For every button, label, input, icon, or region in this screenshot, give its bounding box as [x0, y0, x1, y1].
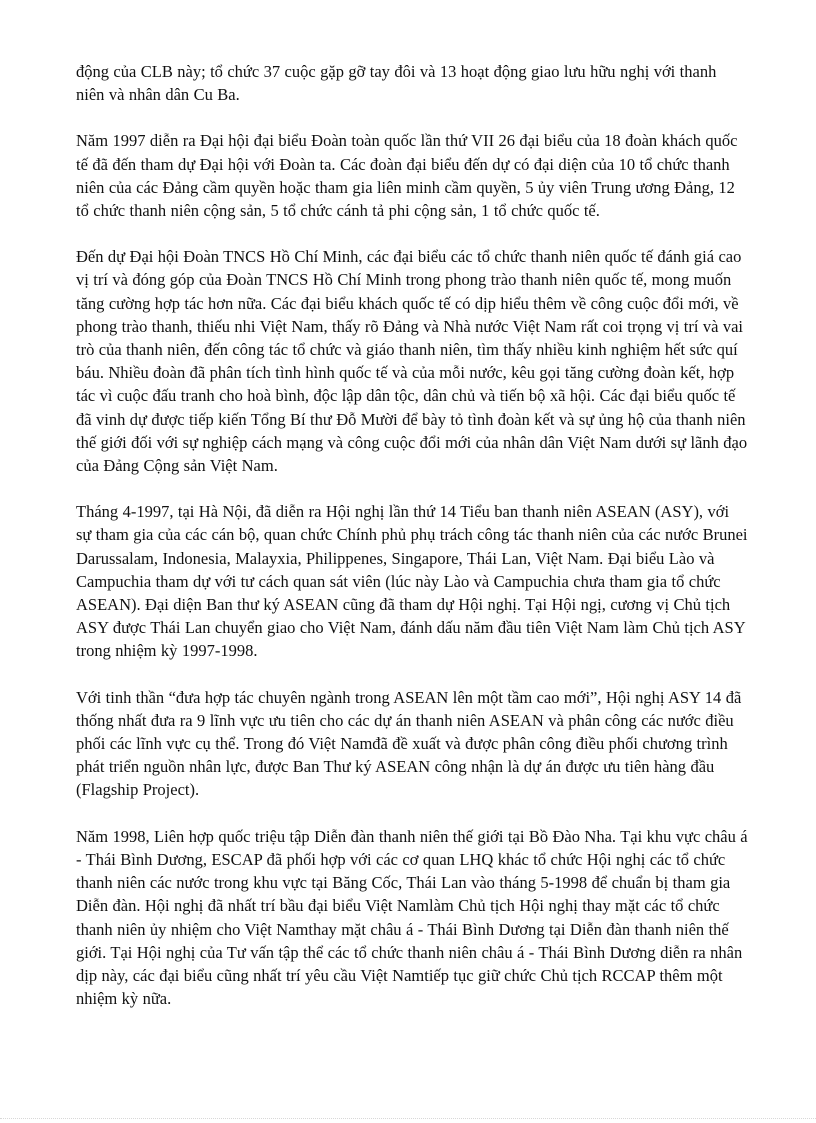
paragraph-world-youth-forum: Năm 1998, Liên hợp quốc triệu tập Diễn đàn thanh niên thế giới tại Bồ Đào Nha. Tại khu vực châu á - Thái Bình Dương, ESCAP đã phối hợp với các cơ quan LHQ khác tổ chức Hội nghị các tổ chức thanh niên các nước trong khu vực tại Băng Cốc, Thái Lan vào tháng 5-1998 để chuẩn bị tham gia Diễn đàn. Hội nghị đã nhất trí bầu đại biểu Việt Namlàm Chủ tịch Hội nghị thay mặt các tổ chức thanh niên ủy nhiệm cho Việt Namthay mặt châu á - Thái Bình Dương tại Diễn đàn thanh niên thế giới. Tại Hội nghị của Tư vấn tập thể các tổ chức thanh niên châu á - Thái Bình Dương diễn ra nhân dịp này, các đại biểu cũng nhất trí yêu cầu Việt Namtiếp tục giữ chức Chủ tịch RCCAP thêm một nhiệm kỳ nữa. [76, 826, 748, 1009]
paragraph-international-delegates: Đến dự Đại hội Đoàn TNCS Hồ Chí Minh, các đại biểu các tổ chức thanh niên quốc tế đánh giá cao vị trí và đóng góp của Đoàn TNCS Hồ Chí Minh trong phong trào thanh niên quốc tế, mong muốn tăng cường hợp tác hơn nữa. Các đại biểu khách quốc tế có dịp hiểu thêm về công cuộc đổi mới, về phong trào thanh, thiếu nhi Việt Nam, thấy rõ Đảng và Nhà nước Việt Nam rất coi trọng vị trí và vai trò của thanh niên, đến công tác tổ chức và giáo thanh niên, tìm thấy nhiều kinh nghiệm hết sức quí báu. Nhiều đoàn đã phân tích tình hình quốc tế và của mỗi nước, kêu gọi tăng cường đoàn kết, hợp tác vì cuộc đấu tranh cho hoà bình, độc lập dân tộc, dân chủ và tiến bộ xã hội. Các đại biểu quốc tế đã vinh dự được tiếp kiến Tổng Bí thư Đỗ Mười để bày tỏ tình đoàn kết và sự ủng hộ của thanh niên thế giới đối với sự nghiệp cách mạng và công cuộc đổi mới của nhân dân Việt Nam dưới sự lãnh đạo của Đảng Cộng sản Việt Nam. [76, 247, 748, 476]
paragraph-asy-14-meeting: Tháng 4-1997, tại Hà Nội, đã diễn ra Hội nghị lần thứ 14 Tiểu ban thanh niên ASEAN (ASY), với sự tham gia của các cán bộ, quan chức Chính phủ phụ trách công tác thanh niên của các nước Brunei Darussalam, Indonesia, Malayxia, Philippenes, Singapore, Thái Lan, Việt Nam. Đại biểu Lào và Campuchia tham dự với tư cách quan sát viên (lúc này Lào và Campuchia chưa tham gia tổ chức ASEAN). Đại diện Ban thư ký ASEAN cũng đã tham dự Hội nghị. Tại Hội ngị, cương vị Chủ tịch ASY được Thái Lan chuyển giao cho Việt Nam, đánh dấu năm đầu tiên Việt Nam làm Chủ tịch ASY trong nhiệm kỳ 1997-1998. [76, 502, 748, 661]
paragraph-congress-1997: Năm 1997 diễn ra Đại hội đại biểu Đoàn toàn quốc lần thứ VII 26 đại biểu của 18 đoàn khách quốc tế đã đến tham dự Đại hội với Đoàn ta. Các đoàn đại biểu đến dự có đại diện của 10 tổ chức thanh niên của các Đảng cầm quyền hoặc tham gia liên minh cầm quyền, 5 ủy viên Trung ương Đảng, 12 tổ chức thanh niên cộng sản, 5 tổ chức cánh tả phi cộng sản, 1 tổ chức quốc tế. [76, 131, 738, 221]
paragraph-asean-cooperation: Với tinh thần “đưa hợp tác chuyên ngành trong ASEAN lên một tầm cao mới”, Hội nghị ASY 14 đã thống nhất đưa ra 9 lĩnh vực ưu tiên cho các dự án thanh niên ASEAN và phân công các nước điều phối các lĩnh vực cụ thể. Trong đó Việt Namđã đề xuất và được phân công điều phối chương trình phát triển nguồn nhân lực, được Ban Thư ký ASEAN công nhận là dự án được ưu tiên hàng đầu (Flagship Project). [76, 687, 742, 800]
page-bottom-divider [0, 1118, 816, 1119]
document-body [76, 60, 748, 1033]
paragraph-cuba-club: động của CLB này; tổ chức 37 cuộc gặp gỡ tay đôi và 13 hoạt động giao lưu hữu nghị với thanh niên và nhân dân Cu Ba. [76, 62, 717, 105]
